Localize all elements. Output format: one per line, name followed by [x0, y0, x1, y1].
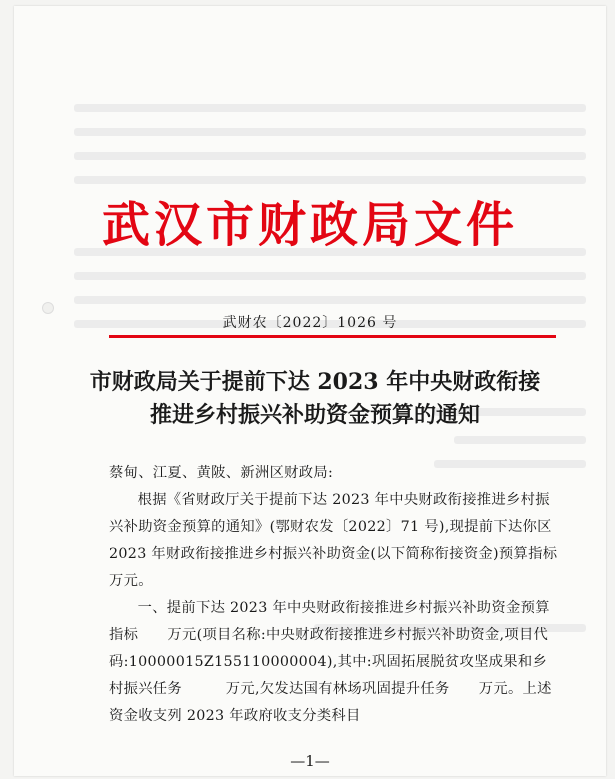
header-title: 武汉市财政局文件 — [101, 197, 518, 253]
notice-title — [64, 366, 566, 432]
document-number: 武财农〔2022〕1026 号 — [222, 315, 398, 331]
notice-title-line2: 推进乡村振兴补助资金预算的通知 — [149, 402, 480, 428]
notice-title-line1: 市财政局关于提前下达 2023 年中央财政衔接 — [89, 369, 541, 395]
red-divider — [109, 335, 556, 338]
paragraph-1: 根据《省财政厅关于提前下达 2023 年中央财政衔接推进乡村振兴补助资金预算的通知》(鄂财农发〔2022〕71 号),现提前下达你区 2023 年财政衔接推进乡村振兴补助资金(以下简称衔接资金)预算指标 万元。 — [109, 492, 587, 589]
addressee: 蔡甸、江夏、黄陂、新洲区财政局: — [109, 465, 334, 481]
paragraph-2: 一、提前下达 2023 年中央财政衔接推进乡村振兴补助资金预算指标 万元(项目名称:中央财政衔接推进乡村振兴补助资金,项目代码:10000015Z155110000004),其中:巩固拓展脱贫攻坚成果和乡村振兴任务 万元,欠发达国有林场巩固提升任务 万元。上述资金收支列 2023 年政府收支分类科目 — [109, 600, 552, 724]
document-page — [14, 6, 606, 776]
body-text — [109, 460, 587, 730]
page-number: —1— — [290, 752, 330, 770]
